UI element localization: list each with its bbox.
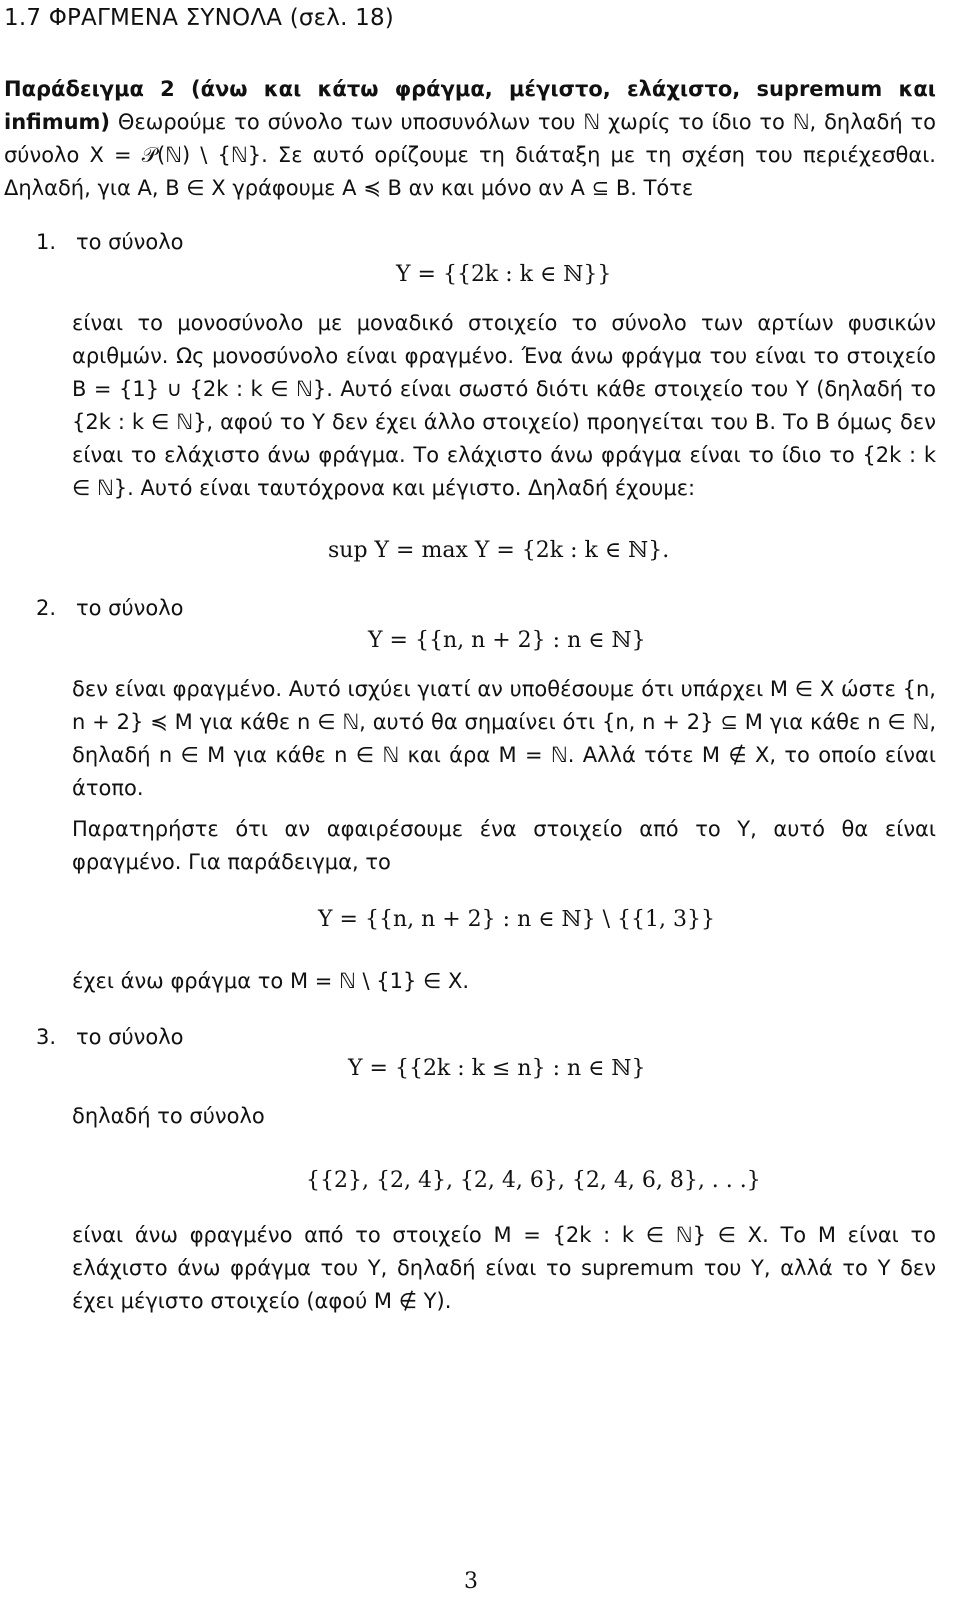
item-2-text: δεν είναι φραγμένο. Αυτό ισχύει γιατί αν υποθέσουμε ότι υπάρχει M ∈ X ώστε {n, n + 2} ≼ M για κάθε n ∈ ℕ, αυτό θα σημαίνει ότι {n, n + 2} ⊆ M για κάθε n ∈ ℕ, δηλαδή n ∈ M για κάθε n ∈ ℕ και άρα M = ℕ. Αλλά τότε M ∉ X, το οποίο είναι άτοπο. — [72, 677, 936, 800]
display-formula: Y = {{n, n + 2} : n ∈ ℕ} \ {{1, 3}} — [318, 907, 715, 932]
example-title: Παράδειγμα 2 (άνω και κάτω φράγμα, μέγιστο, ελάχιστο, supremum και infimum) — [4, 77, 936, 134]
item-2-conclusion: έχει άνω φράγμα το M = ℕ \ {1} ∈ X. — [72, 969, 470, 993]
item-3-conclusion: είναι άνω φραγμένο από το στοιχείο M = {2k : k ∈ ℕ} ∈ X. Το M είναι το ελάχιστο άνω φράγμα του Y, δηλαδή είναι το supremum του Y, αλλά το Y δεν έχει μέγιστο στοιχείο (αφού M ∉ Y). — [72, 1223, 936, 1313]
item-number: 1. — [36, 230, 57, 254]
display-formula: Y = {{2k : k ∈ ℕ}} — [396, 262, 612, 287]
display-formula: {{2}, {2, 4}, {2, 4, 6}, {2, 4, 6, 8}, . . .} — [306, 1168, 761, 1193]
item-1-text: είναι το μονοσύνολο με μοναδικό στοιχείο το σύνολο των αρτίων φυσικών αριθμών. Ως μονοσύνολο είναι φραγμένο. Ένα άνω φράγμα του είναι το στοιχείο B = {1} ∪ {2k : k ∈ ℕ}. Αυτό είναι σωστό διότι κάθε στοιχείο του Y (δηλαδή το {2k : k ∈ ℕ}, αφού το Y δεν έχει άλλο στοιχείο) προηγείται του B. Το B όμως δεν είναι το ελάχιστο άνω φράγμα. Το ελάχιστο άνω φράγμα είναι το ίδιο το {2k : k ∈ ℕ}. Αυτό είναι ταυτόχρονα και μέγιστο. Δηλαδή έχουμε: — [72, 311, 936, 500]
item-number: 3. — [36, 1025, 57, 1049]
display-formula: sup Y = max Y = {2k : k ∈ ℕ}. — [328, 538, 670, 563]
item-label: το σύνολο — [76, 596, 184, 620]
item-number: 2. — [36, 596, 57, 620]
display-formula: Y = {{n, n + 2} : n ∈ ℕ} — [368, 628, 646, 653]
item-2-remark: Παρατηρήστε ότι αν αφαιρέσουμε ένα στοιχείο από το Y, αυτό θα είναι φραγμένο. Για παράδειγμα, το — [72, 817, 936, 874]
display-formula: Y = {{2k : k ≤ n} : n ∈ ℕ} — [348, 1056, 646, 1081]
example-paragraph — [4, 73, 936, 205]
section-heading: 1.7 ΦΡΑΓΜΕΝΑ ΣΥΝΟΛΑ (σελ. 18) — [4, 5, 394, 31]
page-number: 3 — [464, 1569, 478, 1594]
item-label: το σύνολο — [76, 1025, 184, 1049]
item-3-text: δηλαδή το σύνολο — [72, 1104, 265, 1128]
example-intro: Θεωρούμε το σύνολο των υποσυνόλων του ℕ χωρίς το ίδιο το ℕ, δηλαδή το σύνολο X = 𝒫(ℕ) \ {ℕ}. Σε αυτό ορίζουμε τη διάταξη με τη σχέση του περιέχεσθαι. Δηλαδή, για A, B ∈ X γράφουμε A ≼ B αν και μόνο αν A ⊆ B. Τότε — [4, 110, 936, 200]
item-label: το σύνολο — [76, 230, 184, 254]
